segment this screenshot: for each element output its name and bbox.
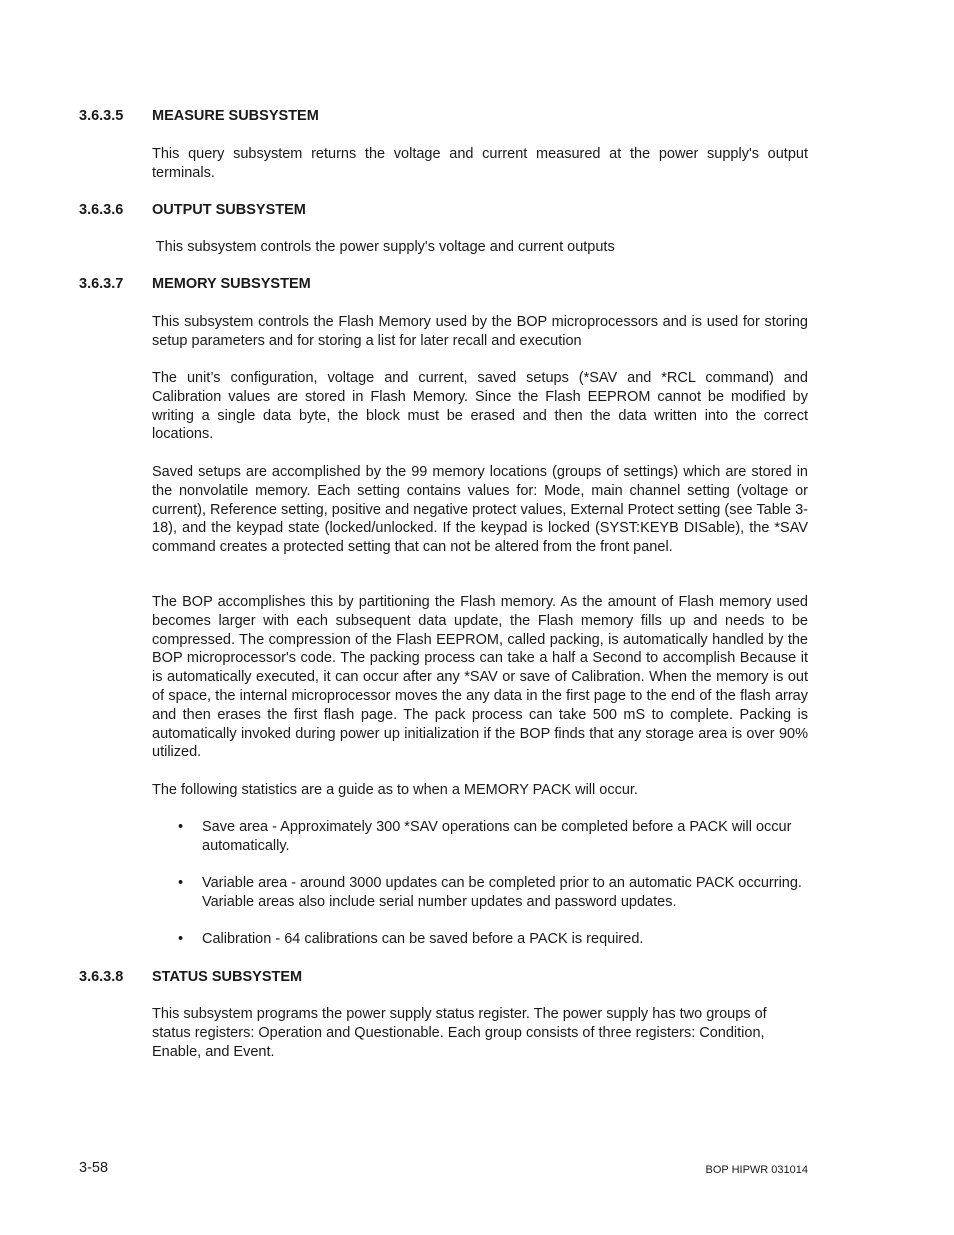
paragraph-memory-4: The BOP accomplishes this by partitioning the Flash memory. As the amount of Flash memory used becomes larger with each subsequent data update, the Flash memory fills up and needs to be compressed. The compression of the Flash EEPROM, called packing, is automatically handled by the BOP microprocessor's code. The packing process can take a half a Second to accomplish Because it is automatically executed, it can occur after any *SAV or save of Calibration. When the memory is out of space, the internal microprocessor moves the any data in the first page to the end of the flash array and then erases the first flash page. The pack process can take 500 mS to complete. Packing is automatically invoked during power up initialization if the BOP finds that any storage area is over 90% utilized. <box>152 594 808 761</box>
section-title: OUTPUT SUBSYSTEM <box>152 202 306 218</box>
paragraph-status: This subsystem programs the power supply status register. The power supply has two groups of status registers: Operation and Questionable. Each group consists of three registers: Condition, Enable, and Event. <box>152 1006 767 1060</box>
section-title: MEMORY SUBSYSTEM <box>152 276 311 292</box>
list-item-text: Save area - Approximately 300 *SAV operations can be completed before a PACK will occur automatically. <box>202 819 792 854</box>
bullet-marker: • <box>178 875 184 891</box>
paragraph-output: This subsystem controls the power supply's voltage and current outputs <box>152 239 615 255</box>
paragraph-memory-5: The following statistics are a guide as to when a MEMORY PACK will occur. <box>152 782 638 798</box>
list-item <box>178 930 808 949</box>
section-heading-memory <box>79 276 311 292</box>
section-number: 3.6.3.8 <box>79 969 124 985</box>
section-title: STATUS SUBSYSTEM <box>152 969 303 985</box>
paragraph-measure: This query subsystem returns the voltage and current measured at the power supply's output terminals. <box>152 146 808 181</box>
section-number: 3.6.3.5 <box>79 108 124 124</box>
paragraph-memory-2: The unit’s configuration, voltage and current, saved setups (*SAV and *RCL command) and Calibration values are stored in Flash Memory. Since the Flash EEPROM cannot be modified by writing a single data byte, the block must be erased and then the data written into the correct locations. <box>152 370 808 443</box>
page-number: 3-58 <box>79 1160 109 1176</box>
section-number: 3.6.3.7 <box>79 276 124 292</box>
section-title: MEASURE SUBSYSTEM <box>152 108 319 124</box>
list-item-text: Variable area - around 3000 updates can be completed prior to an automatic PACK occurring. Variable areas also include serial number updates and password updates. <box>202 875 802 910</box>
list-item <box>178 874 808 912</box>
list-item-text: Calibration - 64 calibrations can be saved before a PACK is required. <box>202 931 644 947</box>
bullet-marker: • <box>178 931 184 947</box>
document-id: BOP HIPWR 031014 <box>705 1164 808 1176</box>
section-heading-status <box>79 969 302 985</box>
paragraph-memory-3: Saved setups are accomplished by the 99 memory locations (groups of settings) which are stored in the nonvolatile memory. Each setting contains values for: Mode, main channel setting (voltage or current), Reference setting, positive and negative protect values, External Protect setting (see Table 3-18), and the keypad state (locked/unlocked. If the keypad is locked (SYST:KEYB DISable), the *SAV command creates a protected setting that can not be altered from the front panel. <box>152 464 808 556</box>
list-item <box>178 818 808 856</box>
section-heading-output <box>79 202 306 218</box>
paragraph-memory-1: This subsystem controls the Flash Memory used by the BOP microprocessors and is used for storing setup parameters and for storing a list for later recall and execution <box>152 314 808 349</box>
section-number: 3.6.3.6 <box>79 202 124 218</box>
bullet-marker: • <box>178 819 184 835</box>
section-heading-measure <box>79 108 319 124</box>
